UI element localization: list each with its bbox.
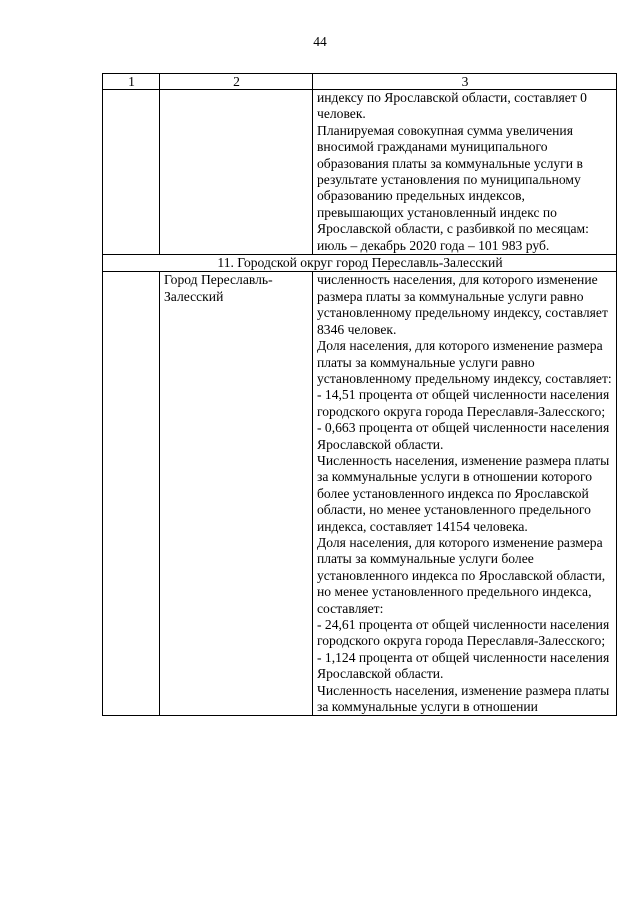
page-number: 44 xyxy=(313,34,327,49)
row2-col1 xyxy=(103,272,160,716)
row1-col3 xyxy=(313,90,617,255)
row2-paragraph-5: Численность населения, изменение размера платы за коммунальные услуги в отношении которого более установленного индекса по Ярославской области, но менее установленного предельного индекса, составляет 14154 человека. xyxy=(317,452,610,534)
row2-paragraph-6: Доля населения, для которого изменение размера платы за коммунальные услуги более установленного индекса по Ярославской области, но менее установленного предельного индекса, составляет: xyxy=(317,534,606,616)
row2-paragraph-4: - 0,663 процента от общей численности населения Ярославской области. xyxy=(317,420,610,452)
column-header-1: 1 xyxy=(103,74,160,90)
indices-table xyxy=(102,73,617,716)
row2-paragraph-3: - 14,51 процента от общей численности населения городского округа города Переславля-Залесского; xyxy=(317,387,610,419)
table-header-row xyxy=(103,74,617,90)
row2-paragraph-9: Численность населения, изменение размера платы за коммунальные услуги в отношении xyxy=(317,682,610,715)
column-header-2: 2 xyxy=(160,74,313,90)
row2-paragraph-7: - 24,61 процента от общей численности населения городского округа города Переславля-Залесского; xyxy=(317,617,610,649)
row1-col2 xyxy=(160,90,313,255)
row1-paragraph-1: индексу по Ярославской области, составляет 0 человек. xyxy=(317,90,587,122)
section-title: 11. Городской округ город Переславль-Залесский xyxy=(103,255,617,272)
municipality-name: Город Переславль-Залесский xyxy=(160,272,313,716)
row2-paragraph-1: численность населения, для которого изменение размера платы за коммунальные услуги равно установленному предельному индексу, составляет 8346 человек. xyxy=(317,272,608,337)
row1-col1 xyxy=(103,90,160,255)
row1-paragraph-2: Планируемая совокупная сумма увеличения вносимой гражданами муниципального образования платы за коммунальные услуги в результате установления по муниципальному образованию предельных индексов, превышающих установленный индекс по Ярославской области, с разбивкой по месяцам: июль – декабрь 2020 года – 101 983 руб. xyxy=(317,122,589,253)
row2-col3 xyxy=(313,272,617,716)
table-row-continued xyxy=(103,90,617,255)
table-row-pereslavl xyxy=(103,272,617,716)
section-title-row xyxy=(103,255,617,272)
row2-paragraph-8: - 1,124 процента от общей численности населения Ярославской области. xyxy=(317,649,610,682)
row2-paragraph-2: Доля населения, для которого изменение размера платы за коммунальные услуги равно установленному предельному индексу, составляет: xyxy=(317,338,612,386)
column-header-3: 3 xyxy=(313,74,617,90)
